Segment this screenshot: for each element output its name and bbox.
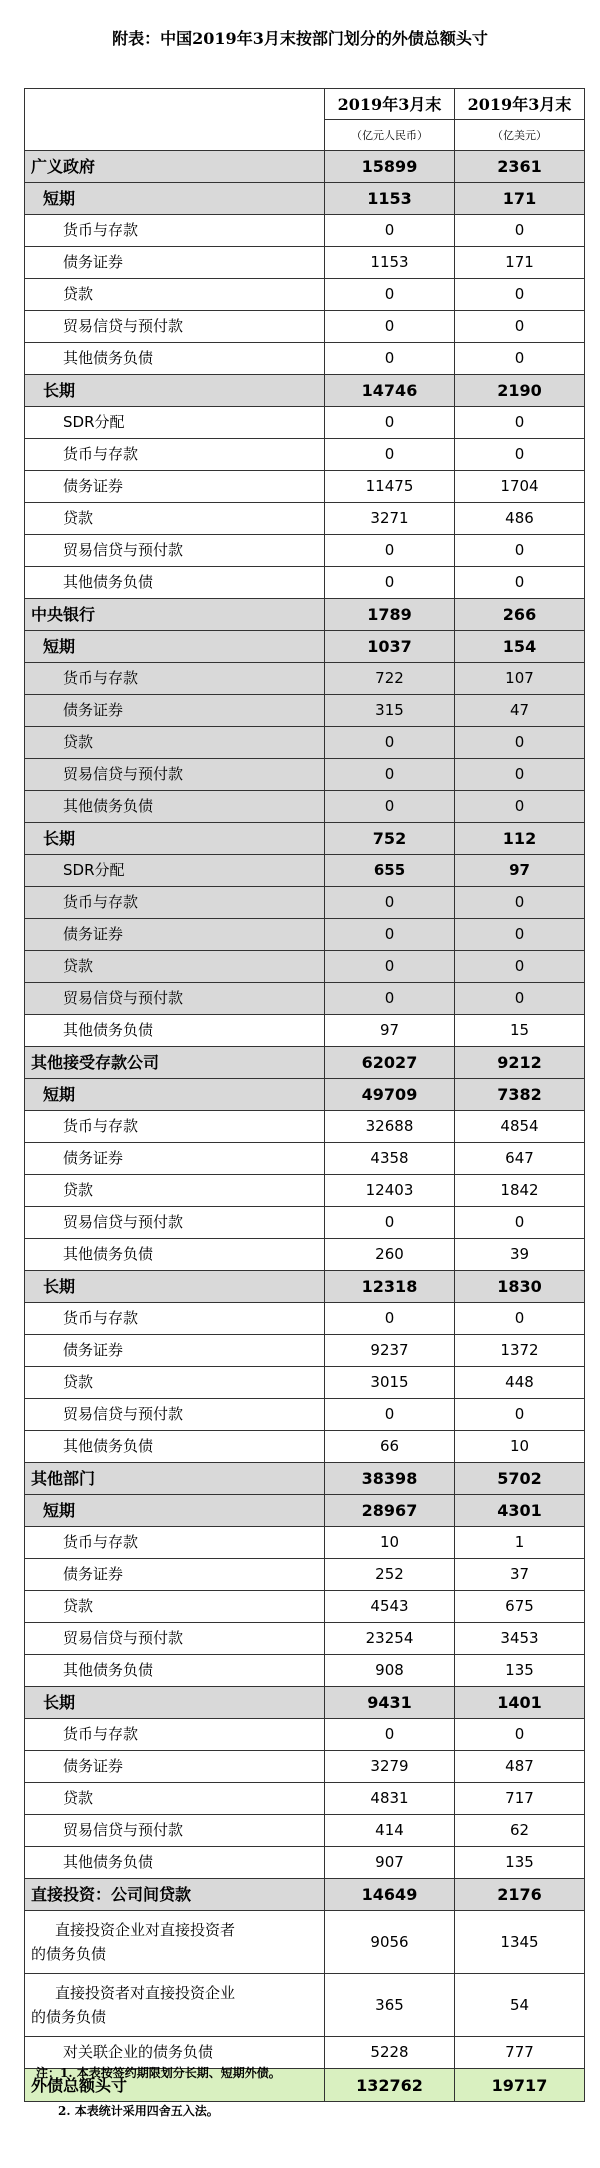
value-usd: 0 [455,1207,585,1239]
value-usd: 112 [455,823,585,855]
value-usd: 0 [455,983,585,1015]
value-usd: 0 [455,439,585,471]
value-usd: 135 [455,1655,585,1687]
value-usd: 0 [455,567,585,599]
row-label: 贷款 [25,1175,325,1207]
row-label: 其他部门 [25,1463,325,1495]
instrument-row [25,695,585,727]
value-rmb: 49709 [325,1079,455,1111]
sector-row [25,1047,585,1079]
instrument-row [25,1207,585,1239]
value-rmb: 0 [325,791,455,823]
instrument-row [25,503,585,535]
value-usd: 5702 [455,1463,585,1495]
instrument-row [25,1143,585,1175]
value-usd: 675 [455,1591,585,1623]
value-rmb: 1153 [325,247,455,279]
row-label-line-1: 直接投资者对直接投资企业 [55,1984,236,2002]
row-label: 直接投资：公司间贷款 [25,1879,325,1911]
row-label: 其他债务负债 [25,343,325,375]
row-label-line-2: 的债务负债 [31,2008,107,2026]
value-usd: 135 [455,1847,585,1879]
value-rmb: 0 [325,1303,455,1335]
instrument-row [25,1815,585,1847]
instrument-row [25,1847,585,1879]
value-rmb: 12318 [325,1271,455,1303]
instrument-row [25,1175,585,1207]
value-usd: 0 [455,279,585,311]
row-label: 贸易信贷与预付款 [25,759,325,791]
row-label: 货币与存款 [25,663,325,695]
row-label: 贸易信贷与预付款 [25,983,325,1015]
value-rmb: 14649 [325,1879,455,1911]
row-label: 短期 [25,631,325,663]
row-label: 中央银行 [25,599,325,631]
instrument-row [25,1399,585,1431]
value-rmb: 4831 [325,1783,455,1815]
value-usd: 171 [455,183,585,215]
value-usd: 2176 [455,1879,585,1911]
value-rmb: 1153 [325,183,455,215]
instrument-row [25,919,585,951]
row-label: 债务证券 [25,1335,325,1367]
value-rmb: 14746 [325,375,455,407]
row-label: 其他债务负债 [25,1431,325,1463]
row-label: 货币与存款 [25,1111,325,1143]
value-usd: 9212 [455,1047,585,1079]
value-usd: 0 [455,727,585,759]
instrument-row [25,311,585,343]
value-rmb: 0 [325,919,455,951]
instrument-row [25,759,585,791]
debt-table-container [24,88,584,2102]
value-usd: 171 [455,247,585,279]
row-label: 货币与存款 [25,1719,325,1751]
value-usd: 37 [455,1559,585,1591]
instrument-row [25,471,585,503]
instrument-row [25,407,585,439]
value-usd: 0 [455,759,585,791]
row-label: 货币与存款 [25,887,325,919]
row-label: 其他债务负债 [25,567,325,599]
value-rmb: 9237 [325,1335,455,1367]
value-usd: 0 [455,1303,585,1335]
row-label: 长期 [25,1687,325,1719]
row-label: 贸易信贷与预付款 [25,1207,325,1239]
sector-row [25,151,585,183]
row-label: 贷款 [25,1783,325,1815]
row-label: 债务证券 [25,695,325,727]
value-usd: 3453 [455,1623,585,1655]
instrument-row [25,855,585,887]
row-label: 贸易信贷与预付款 [25,1815,325,1847]
value-rmb: 752 [325,823,455,855]
value-rmb: 0 [325,983,455,1015]
row-label: 短期 [25,1495,325,1527]
instrument-row [25,1559,585,1591]
value-usd: 448 [455,1367,585,1399]
value-usd: 1372 [455,1335,585,1367]
value-usd: 107 [455,663,585,695]
value-usd: 647 [455,1143,585,1175]
value-rmb: 0 [325,407,455,439]
row-label: 债务证券 [25,1559,325,1591]
value-usd: 0 [455,1399,585,1431]
row-label: 债务证券 [25,247,325,279]
value-rmb: 315 [325,695,455,727]
row-label: 货币与存款 [25,439,325,471]
row-label [25,1911,325,1974]
row-label: 长期 [25,375,325,407]
value-usd: 1401 [455,1687,585,1719]
instrument-row [25,1623,585,1655]
total-value-rmb: 132762 [325,2069,455,2102]
row-label: 货币与存款 [25,215,325,247]
value-rmb: 97 [325,1015,455,1047]
instrument-row [25,1303,585,1335]
row-label: 其他接受存款公司 [25,1047,325,1079]
instrument-row [25,1335,585,1367]
row-label: 贷款 [25,279,325,311]
instrument-row [25,791,585,823]
value-usd: 0 [455,791,585,823]
value-rmb: 23254 [325,1623,455,1655]
row-label: 贷款 [25,951,325,983]
instrument-row [25,983,585,1015]
instrument-row [25,1751,585,1783]
value-rmb: 11475 [325,471,455,503]
instrument-row [25,343,585,375]
instrument-row [25,1367,585,1399]
value-usd: 1842 [455,1175,585,1207]
value-usd: 154 [455,631,585,663]
value-rmb: 0 [325,343,455,375]
value-usd: 0 [455,343,585,375]
value-usd: 15 [455,1015,585,1047]
value-usd: 0 [455,951,585,983]
value-usd: 717 [455,1783,585,1815]
row-label: 贸易信贷与预付款 [25,1399,325,1431]
total-label: 外债总额头寸 [25,2069,325,2102]
maturity-row [25,1687,585,1719]
value-rmb: 0 [325,279,455,311]
value-usd: 97 [455,855,585,887]
row-label: 贸易信贷与预付款 [25,1623,325,1655]
value-usd: 54 [455,1974,585,2037]
instrument-row [25,1431,585,1463]
instrument-row [25,1111,585,1143]
row-label: 其他债务负债 [25,1847,325,1879]
instrument-row [25,1015,585,1047]
footnote-2: 2. 本表统计采用四舍五入法。 [58,2104,219,2118]
value-rmb: 260 [325,1239,455,1271]
value-usd: 4854 [455,1111,585,1143]
row-label: 贷款 [25,1591,325,1623]
row-label: 短期 [25,1079,325,1111]
value-usd: 7382 [455,1079,585,1111]
row-label-line-2: 的债务负债 [31,1945,107,1963]
value-usd: 1345 [455,1911,585,1974]
value-rmb: 4358 [325,1143,455,1175]
value-usd: 4301 [455,1495,585,1527]
footnote-1: 注：1. 本表按签约期限划分长期、短期外债。 [36,2066,281,2080]
instrument-row [25,1719,585,1751]
header-blank [25,89,325,151]
row-label: 其他债务负债 [25,1655,325,1687]
value-usd: 0 [455,215,585,247]
value-usd: 0 [455,535,585,567]
value-usd: 266 [455,599,585,631]
instrument-row [25,1527,585,1559]
value-rmb: 0 [325,311,455,343]
value-usd: 1 [455,1527,585,1559]
instrument-row [25,951,585,983]
value-usd: 2190 [455,375,585,407]
value-rmb: 908 [325,1655,455,1687]
value-rmb: 3279 [325,1751,455,1783]
row-label: 短期 [25,183,325,215]
value-rmb: 0 [325,1719,455,1751]
row-label: 债务证券 [25,1751,325,1783]
value-rmb: 0 [325,439,455,471]
maturity-row [25,823,585,855]
row-label: 广义政府 [25,151,325,183]
header-col-usd: 2019年3月末 [455,89,585,120]
maturity-row [25,1079,585,1111]
value-rmb: 15899 [325,151,455,183]
value-rmb: 9056 [325,1911,455,1974]
row-label: 长期 [25,823,325,855]
value-rmb: 66 [325,1431,455,1463]
value-usd: 62 [455,1815,585,1847]
value-rmb: 1789 [325,599,455,631]
instrument-row [25,439,585,471]
maturity-row [25,375,585,407]
value-rmb: 9431 [325,1687,455,1719]
table-body [25,151,585,2069]
row-label: 对关联企业的债务负债 [25,2037,325,2069]
value-usd: 47 [455,695,585,727]
row-label: 贸易信贷与预付款 [25,311,325,343]
row-label [25,1974,325,2037]
maturity-row [25,631,585,663]
external-debt-table [24,88,585,2102]
value-rmb: 0 [325,215,455,247]
value-usd: 0 [455,407,585,439]
unit-usd: （亿美元） [455,120,585,151]
row-label: SDR分配 [25,407,325,439]
footnotes [36,2064,576,2120]
value-usd: 0 [455,1719,585,1751]
value-rmb: 5228 [325,2037,455,2069]
row-label: 贷款 [25,503,325,535]
value-usd: 0 [455,311,585,343]
value-rmb: 3015 [325,1367,455,1399]
value-rmb: 62027 [325,1047,455,1079]
instrument-row [25,1911,585,1974]
value-rmb: 907 [325,1847,455,1879]
row-label-line-1: 直接投资企业对直接投资者 [55,1921,236,1939]
value-rmb: 722 [325,663,455,695]
value-rmb: 0 [325,759,455,791]
row-label: 货币与存款 [25,1527,325,1559]
header-row [25,89,585,120]
value-usd: 2361 [455,151,585,183]
value-rmb: 38398 [325,1463,455,1495]
value-rmb: 3271 [325,503,455,535]
value-rmb: 28967 [325,1495,455,1527]
sector-row [25,1879,585,1911]
row-label: 债务证券 [25,1143,325,1175]
value-usd: 1704 [455,471,585,503]
instrument-row [25,727,585,759]
value-rmb: 1037 [325,631,455,663]
sector-row [25,599,585,631]
value-rmb: 0 [325,1399,455,1431]
instrument-row [25,1974,585,2037]
total-value-usd: 19717 [455,2069,585,2102]
value-rmb: 252 [325,1559,455,1591]
value-rmb: 0 [325,1207,455,1239]
value-usd: 39 [455,1239,585,1271]
value-usd: 0 [455,887,585,919]
instrument-row [25,1655,585,1687]
instrument-row [25,663,585,695]
maturity-row [25,1271,585,1303]
value-rmb: 10 [325,1527,455,1559]
instrument-row [25,567,585,599]
value-rmb: 655 [325,855,455,887]
instrument-row [25,887,585,919]
row-label: 长期 [25,1271,325,1303]
instrument-row [25,1239,585,1271]
maturity-row [25,1495,585,1527]
header-col-rmb: 2019年3月末 [325,89,455,120]
value-rmb: 0 [325,535,455,567]
value-rmb: 0 [325,727,455,759]
page-title: 附表：中国2019年3月末按部门划分的外债总额头寸 [112,29,488,48]
instrument-row [25,535,585,567]
row-label: SDR分配 [25,855,325,887]
row-label: 其他债务负债 [25,791,325,823]
instrument-row [25,215,585,247]
row-label: 贷款 [25,1367,325,1399]
instrument-row [25,1591,585,1623]
instrument-row [25,1783,585,1815]
value-usd: 487 [455,1751,585,1783]
unit-rmb: （亿元人民币） [325,120,455,151]
value-rmb: 4543 [325,1591,455,1623]
value-usd: 1830 [455,1271,585,1303]
row-label: 贷款 [25,727,325,759]
row-label: 其他债务负债 [25,1015,325,1047]
row-label: 债务证券 [25,919,325,951]
value-rmb: 32688 [325,1111,455,1143]
row-label: 债务证券 [25,471,325,503]
value-rmb: 0 [325,887,455,919]
instrument-row [25,247,585,279]
row-label: 货币与存款 [25,1303,325,1335]
value-usd: 486 [455,503,585,535]
value-usd: 0 [455,919,585,951]
value-rmb: 12403 [325,1175,455,1207]
value-usd: 10 [455,1431,585,1463]
row-label: 其他债务负债 [25,1239,325,1271]
value-rmb: 0 [325,567,455,599]
maturity-row [25,183,585,215]
value-rmb: 414 [325,1815,455,1847]
value-rmb: 0 [325,951,455,983]
value-rmb: 365 [325,1974,455,2037]
sector-row [25,1463,585,1495]
instrument-row [25,279,585,311]
value-usd: 777 [455,2037,585,2069]
row-label: 贸易信贷与预付款 [25,535,325,567]
